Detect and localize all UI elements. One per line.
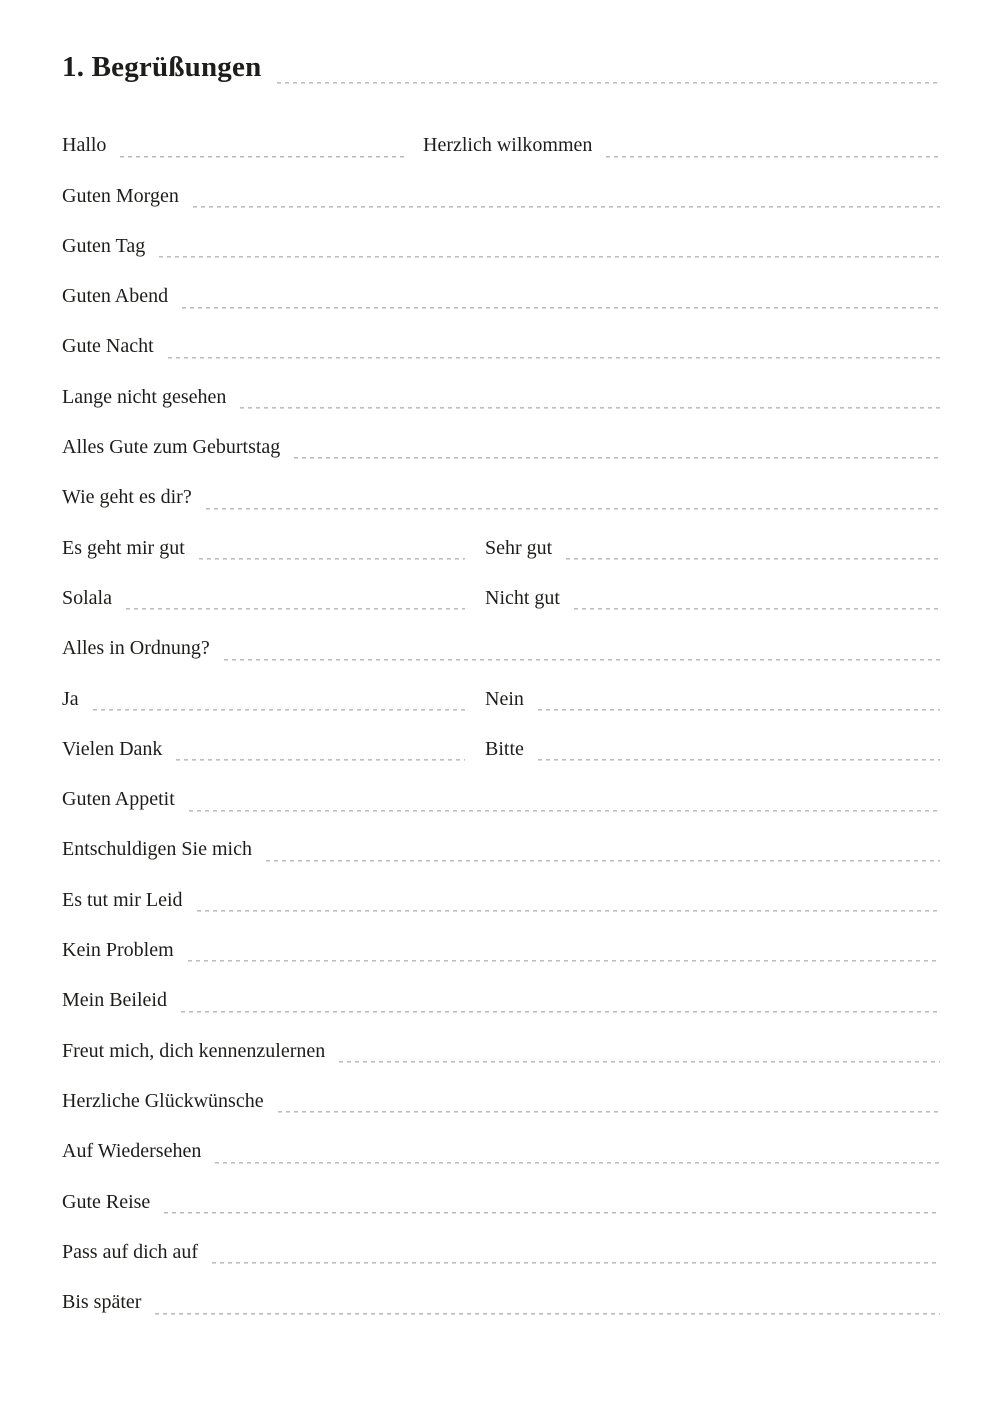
phrase-label-left: Guten Tag <box>62 234 146 257</box>
answer-line <box>159 234 940 259</box>
phrase-label-left: Solala <box>62 586 112 609</box>
phrase-label-left: Alles Gute zum Geburtstag <box>62 436 281 459</box>
phrase-left-column <box>62 737 485 762</box>
phrase-row <box>62 762 940 812</box>
phrase-label-right: Nicht gut <box>485 586 560 609</box>
phrase-row <box>62 1265 940 1315</box>
answer-line <box>188 938 940 963</box>
answer-line <box>193 184 940 209</box>
phrase-row <box>62 1114 940 1164</box>
phrase-label-left: Es geht mir gut <box>62 536 185 559</box>
phrase-row <box>62 259 940 309</box>
answer-line <box>240 385 940 410</box>
phrase-label-left: Lange nicht gesehen <box>62 385 227 408</box>
phrase-label-left: Alles in Ordnung? <box>62 637 210 660</box>
answer-line <box>566 536 940 561</box>
answer-line <box>574 586 940 611</box>
phrase-row <box>62 862 940 912</box>
phrase-label-left: Entschuldigen Sie mich <box>62 838 252 861</box>
answer-line <box>339 1039 940 1064</box>
answer-line <box>294 435 940 460</box>
phrase-label-left: Hallo <box>62 134 107 157</box>
title-rule-line <box>277 73 940 85</box>
answer-line <box>266 837 940 862</box>
phrase-row <box>62 1164 940 1214</box>
phrase-left-column <box>62 586 485 611</box>
phrase-label-left: Gute Nacht <box>62 335 154 358</box>
phrase-label-right: Nein <box>485 687 524 710</box>
phrase-row <box>62 913 940 963</box>
answer-line <box>164 1190 940 1215</box>
phrase-label-left: Ja <box>62 687 79 710</box>
answer-line <box>199 536 465 561</box>
answer-line <box>206 485 940 510</box>
answer-line <box>224 636 940 661</box>
phrase-row <box>62 561 940 611</box>
phrase-label-left: Freut mich, dich kennenzulernen <box>62 1039 326 1062</box>
answer-line <box>181 988 940 1013</box>
phrase-row <box>62 510 940 560</box>
phrase-row <box>62 963 940 1013</box>
phrase-label-left: Guten Appetit <box>62 788 175 811</box>
phrase-label-left: Mein Beileid <box>62 989 167 1012</box>
phrase-label-left: Bis später <box>62 1291 142 1314</box>
answer-line <box>212 1240 940 1265</box>
page-title: 1. Begrüßungen <box>62 51 262 83</box>
answer-line <box>538 737 940 762</box>
phrase-row <box>62 209 940 259</box>
phrase-label-left: Wie geht es dir? <box>62 486 192 509</box>
phrase-label-left: Es tut mir Leid <box>62 888 183 911</box>
answer-line <box>168 334 940 359</box>
answer-line <box>538 687 940 712</box>
phrase-label-right: Bitte <box>485 737 524 760</box>
answer-line <box>176 737 465 762</box>
phrase-label-left: Herzliche Glückwünsche <box>62 1089 264 1112</box>
phrase-row <box>62 661 940 711</box>
phrase-label-left: Vielen Dank <box>62 737 163 760</box>
answer-line <box>215 1139 940 1164</box>
title-row <box>62 47 940 87</box>
phrase-row <box>62 410 940 460</box>
phrase-row <box>62 611 940 661</box>
phrase-label-left: Guten Abend <box>62 285 169 308</box>
answer-line <box>155 1290 940 1315</box>
answer-line <box>606 133 940 158</box>
phrase-row <box>62 1064 940 1114</box>
phrase-row <box>62 1013 940 1063</box>
phrase-row <box>62 812 940 862</box>
answer-line <box>126 586 465 611</box>
answer-line <box>93 687 465 712</box>
answer-line <box>189 787 940 812</box>
phrase-row <box>62 712 940 762</box>
phrase-left-column <box>62 687 485 712</box>
phrase-label-right: Herzlich wilkommen <box>423 134 593 157</box>
phrase-left-column <box>62 536 485 561</box>
phrase-row <box>62 309 940 359</box>
phrase-row <box>62 359 940 409</box>
phrase-label-left: Pass auf dich auf <box>62 1240 199 1263</box>
phrase-row <box>62 1215 940 1265</box>
phrase-label-left: Guten Morgen <box>62 184 179 207</box>
phrase-list <box>62 108 940 1315</box>
answer-line <box>120 133 405 158</box>
phrase-label-left: Auf Wiedersehen <box>62 1140 202 1163</box>
answer-line <box>182 284 940 309</box>
phrase-row <box>62 158 940 208</box>
phrase-left-column <box>62 133 423 158</box>
phrase-row <box>62 108 940 158</box>
phrase-label-left: Gute Reise <box>62 1190 151 1213</box>
answer-line <box>197 888 940 913</box>
answer-line <box>278 1089 940 1114</box>
phrase-label-right: Sehr gut <box>485 536 553 559</box>
phrase-label-left: Kein Problem <box>62 939 174 962</box>
phrase-row <box>62 460 940 510</box>
